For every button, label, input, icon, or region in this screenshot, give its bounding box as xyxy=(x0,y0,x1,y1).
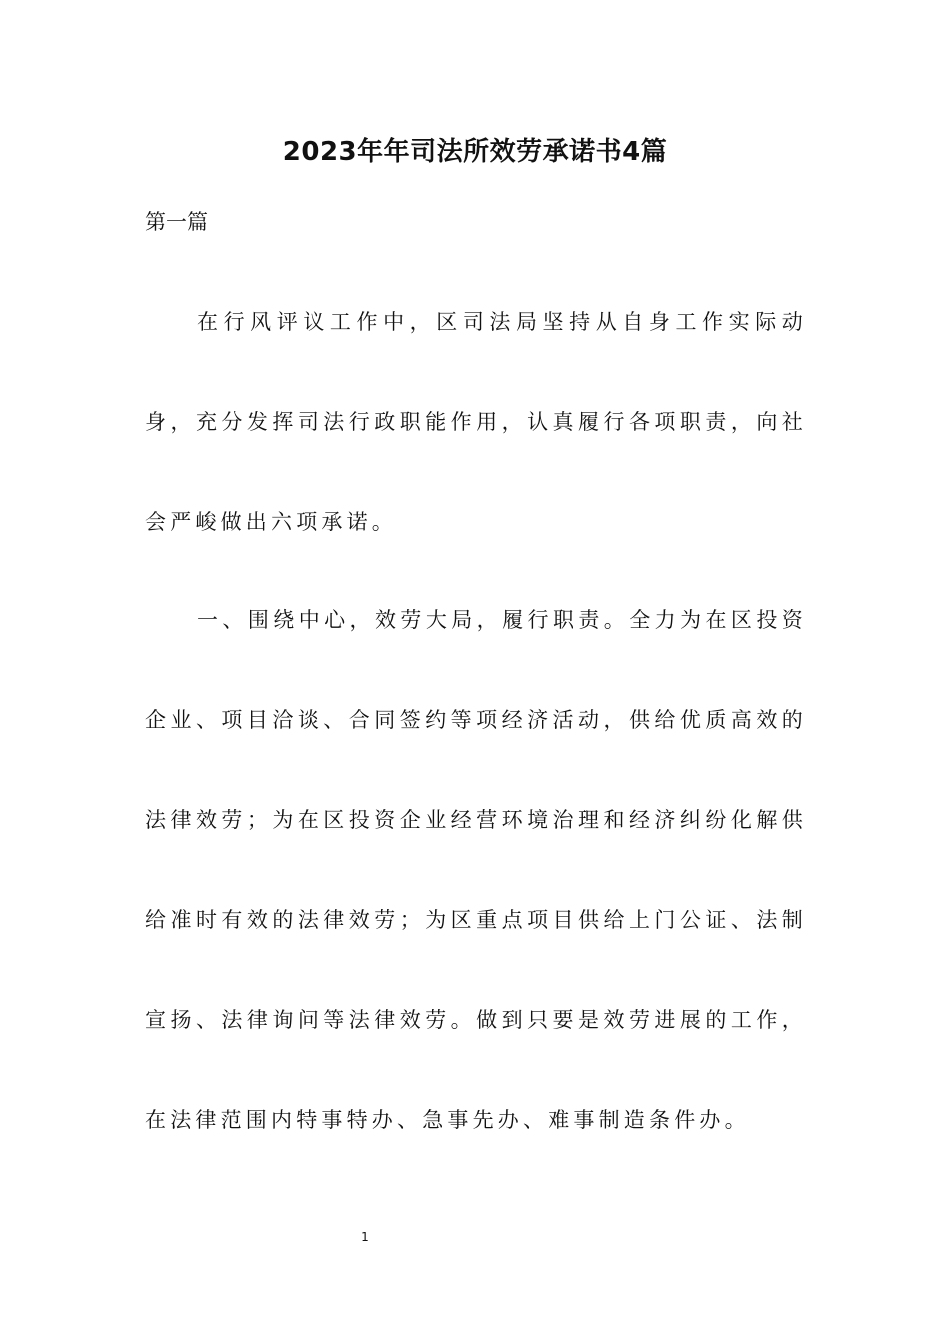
section-heading: 第一篇 xyxy=(145,210,208,234)
body-paragraph-2: 一、围绕中心，效劳大局，履行职责。全力为在区投资企业、项目洽谈、合同签约等项经济活动，供给优质高效的法律效劳；为在区投资企业经营环境治理和经济纠纷化解供给准时有效的法律效劳；为区重点项目供给上门公证、法制宣扬、法律询问等法律效劳。做到只要是效劳进展的工作，在法律范围内特事特办、急事先办、难事制造条件办。 xyxy=(145,608,807,1132)
page-number: 1 xyxy=(361,1230,369,1244)
body-paragraph-1: 在行风评议工作中，区司法局坚持从自身工作实际动身，充分发挥司法行政职能作用，认真履行各项职责，向社会严峻做出六项承诺。 xyxy=(145,310,807,534)
document-title: 2023年年司法所效劳承诺书4篇 xyxy=(282,137,668,167)
